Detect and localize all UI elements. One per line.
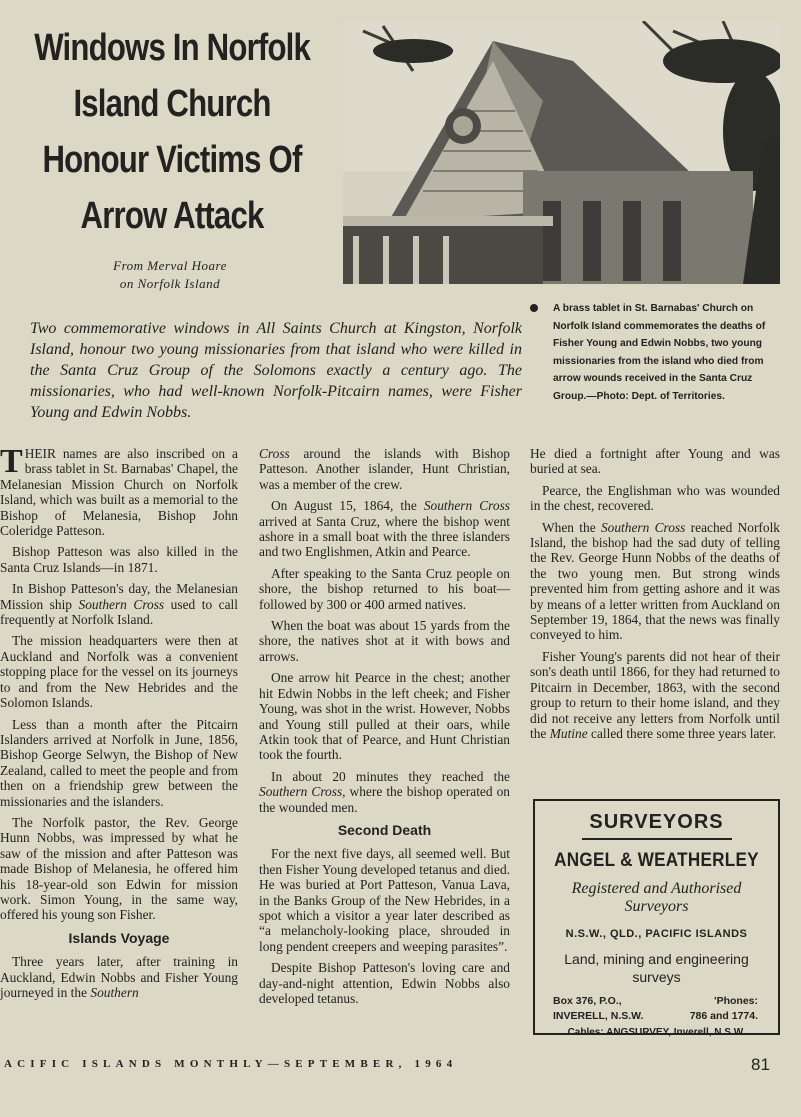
photo-caption: [534, 300, 780, 405]
page-number: 81: [751, 1055, 770, 1074]
ad-cables: Cables: ANGSURVEY, Inverell, N.S.W.: [567, 1027, 746, 1038]
ad-firm-name: ANGEL & WEATHERLEY: [554, 850, 759, 871]
ad-contact: [535, 994, 778, 1024]
ship-name: Southern Cross: [78, 596, 165, 612]
headline: [34, 20, 310, 244]
ad-phones-line: 786 and 1774.: [689, 1010, 758, 1022]
paragraph: After speaking to the Santa Cruz people on shore, the bishop returned to his boat—followed by 300 or 400 armed natives.: [259, 565, 510, 612]
ad-address-line: Box 376, P.O.,: [553, 995, 622, 1007]
paragraph-text: around the islands with Bishop Patteson. Another islander, Hunt Christian, was a member of the crew.: [259, 446, 510, 492]
paragraph: The mission headquarters were then at Auckland and Norfolk was a convenient stopping place for the vessel on its journeys to and from the New Hebrides and the Solomon Islands.: [0, 633, 238, 711]
paragraph: He died a fortnight after Young and was buried at sea.: [530, 446, 780, 477]
paragraph: Less than a month after the Pitcairn Islanders arrived at Norfolk in June, 1856, Bishop George Selwyn, the Bishop of New Zealand, called to meet the people and from then on a friendship grew between the missionaries and the islanders.: [0, 716, 238, 809]
subheading: Islands Voyage: [68, 929, 170, 946]
paragraph: [530, 520, 780, 643]
caption-text: A brass tablet in St. Barnabas' Church on Norfolk Island commemorates the deaths of Fisher Young and Edwin Nobbs, two young missionaries from the island who died from arrow wounds received in the Santa Cruz Group.—Photo: Dept. of Territories.: [553, 303, 766, 402]
paragraph: Pearce, the Englishman who was wounded in the chest, recovered.: [530, 482, 780, 514]
ad-phones-line: 'Phones:: [714, 995, 758, 1007]
paragraph-text: When the: [542, 519, 601, 535]
paragraph: [0, 443, 238, 539]
ad-registration-line: Registered and Authorised: [571, 880, 742, 897]
ad-address-line: INVERELL, N.S.W.: [553, 1010, 644, 1022]
paragraph-text: Three years later, after training in Auckland, Edwin Nobbs and Fisher Young journeyed in the: [0, 954, 238, 1000]
byline-location: on Norfolk Island: [119, 276, 221, 291]
byline-author: From Merval Hoare: [113, 258, 227, 273]
byline: [60, 257, 280, 293]
paragraph: [259, 446, 510, 492]
ship-name: Southern: [90, 985, 139, 1000]
ship-name: Southern Cross: [600, 519, 686, 535]
ad-services: [535, 950, 778, 986]
church-photo-image: [343, 21, 780, 284]
paragraph: Bishop Patteson was also killed in the Santa Cruz Islands—in 1871.: [0, 544, 238, 575]
ad-registration: [535, 880, 778, 916]
paragraph-text: In Bishop Patteson's day, the Melanesian Mission ship: [0, 581, 238, 612]
ad-title: SURVEYORS: [589, 811, 724, 833]
paragraph-text: where the bishop operated on the wounded men.: [259, 784, 511, 815]
paragraph-text: Fisher Young's parents did not hear of their son's death until 1866, for they had returned to Pitcairn in December, 1863, with the second group to return to their home island, and they did not receive any letters from Norfolk until the: [530, 648, 780, 741]
paragraph: For the next five days, all seemed well. But then Fisher Young developed tetanus and died. He was buried at Port Patteson, Vanua Lava, in the Banks Group of the New Hebrides, in a spot which a visitor a year later described as “a melancholy-looking place, shrouded in long pendent creepers and weeping parasites”.: [259, 846, 510, 954]
ship-name: Southern Cross,: [259, 784, 346, 800]
article-column-1: [0, 443, 238, 1006]
paragraph-text: On August 15, 1864, the: [271, 498, 424, 514]
ad-address: [553, 994, 643, 1024]
ship-name: Southern Cross: [423, 498, 510, 514]
ad-services-line: Land, mining and engineering: [564, 951, 749, 967]
paragraph-text: In about 20 minutes they reached the: [271, 768, 510, 784]
ad-services-line: surveys: [632, 969, 681, 985]
paragraph: [259, 769, 510, 815]
ship-name: Cross: [259, 446, 290, 461]
paragraph: Despite Bishop Patteson's loving care and day-and-night attention, Edwin Nobbs also developed tetanus.: [259, 960, 510, 1006]
page-footer: ACIFIC ISLANDS MONTHLY—SEPTEMBER, 1964: [4, 1058, 458, 1070]
paragraph: [530, 649, 780, 741]
ad-phones: [690, 994, 758, 1024]
paragraph-text: arrived at Santa Cruz, where the bishop went ashore in a small boat with the three islanders and two Englishmen, Atkin and Pearce.: [259, 513, 510, 560]
bullet-icon: [530, 304, 538, 312]
paragraph-text: reached Norfolk Island, the bishop had the sad duty of telling the Rev. George Hunn Nobbs of the deaths of the two young men. But strong winds prevented him from getting ashore and it was by means of a letter written from Auckland on September 19, 1864, that the news was finally conveyed to him.: [530, 519, 781, 643]
headline-line: Honour Victims Of: [42, 139, 302, 181]
drop-cap: T: [0, 443, 23, 480]
ad-divider: [582, 838, 732, 840]
paragraph-text: HEIR names are also inscribed on a brass tablet in St. Barnabas' Chapel, the Melanesian Mission Church on Norfolk Island, which was built as a memorial to the Bishop of Melanesia, Bishop John Coleridge Patteson.: [0, 446, 238, 539]
intro-text: Two commemorative windows in All Saints Church at Kingston, Norfolk Island, honour two young missionaries from that island who were killed in the Santa Cruz Group of the Solomons exactly a century ago. The missionaries, who had well-known Norfolk-Pitcairn names, were Fisher Young and Edwin Nobbs.: [30, 320, 522, 421]
article-column-3: [530, 446, 780, 747]
ship-name: Mutine: [549, 725, 588, 741]
paragraph: The Norfolk pastor, the Rev. George Hunn Nobbs, was impressed by what he saw of the mission and after Patteson was made Bishop of Melanesia, he offered him his 18-year-old son Edwin for mission work. Simon Young, in the same way, offered his young son Fisher.: [0, 814, 238, 923]
paragraph: When the boat was about 15 yards from the shore, the natives shot at it with bows and arrows.: [259, 618, 510, 664]
paragraph: One arrow hit Pearce in the chest; another hit Edwin Nobbs in the left cheek; and Fisher Young, was shot in the wrist. However, Nobbs and Young still pulled at their oars, while Atkin took that of Pearce, and Hunt Christian took the fourth.: [259, 670, 510, 763]
paragraph: [0, 954, 238, 1000]
subheading: Second Death: [337, 821, 432, 838]
paragraph-text: called there some three years later.: [587, 725, 777, 741]
article-column-2: [259, 446, 510, 1012]
paragraph-text: used to call frequently at Norfolk Island.: [0, 596, 238, 628]
surveyors-advertisement: [533, 799, 780, 1038]
headline-line: Windows In Norfolk: [34, 27, 311, 69]
paragraph: [0, 581, 238, 627]
intro-paragraph: [2, 318, 522, 423]
ad-registration-line: Surveyors: [624, 898, 689, 915]
headline-line: Arrow Attack: [80, 195, 264, 237]
paragraph: [259, 498, 510, 560]
church-photo: [343, 21, 780, 284]
headline-line: Island Church: [73, 83, 271, 125]
ad-states: N.S.W., QLD., PACIFIC ISLANDS: [565, 928, 748, 940]
